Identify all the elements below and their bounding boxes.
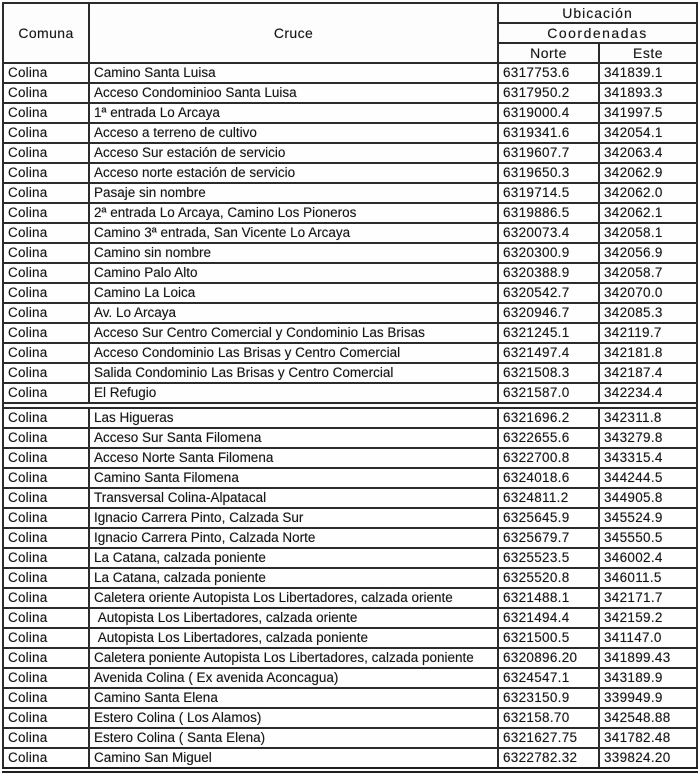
cell-comuna: Colina: [3, 243, 89, 263]
cell-comuna: Colina: [3, 183, 89, 203]
cell-norte: 6319714.5: [498, 183, 599, 203]
cell-comuna: Colina: [3, 748, 89, 770]
cell-este: 342181.8: [599, 343, 697, 363]
cell-comuna: Colina: [3, 528, 89, 548]
cell-norte: 6321488.1: [498, 588, 599, 608]
header-coordenadas: Coordenadas: [498, 23, 697, 43]
cell-cruce: Camino San Miguel: [89, 748, 498, 770]
cell-este: 341893.3: [599, 83, 697, 103]
cell-este: 342119.7: [599, 323, 697, 343]
cell-norte: 6320073.4: [498, 223, 599, 243]
cell-norte: 6319886.5: [498, 203, 599, 223]
cell-este: 342062.9: [599, 163, 697, 183]
table-row: [3, 508, 697, 528]
cell-norte: 6321627.75: [498, 728, 599, 748]
cell-norte: 6321696.2: [498, 408, 599, 428]
cell-norte: 6319000.4: [498, 103, 599, 123]
cell-este: 339824.20: [599, 748, 697, 770]
cell-norte: 6320300.9: [498, 243, 599, 263]
header-este: Este: [599, 43, 697, 63]
table-row: [3, 83, 697, 103]
table-row: [3, 103, 697, 123]
cell-norte: 6319607.7: [498, 143, 599, 163]
cell-comuna: Colina: [3, 323, 89, 343]
table-row: [3, 628, 697, 648]
cell-cruce: Pasaje sin nombre: [89, 183, 498, 203]
cell-cruce: Salida Condominio Las Brisas y Centro Comercial: [89, 363, 498, 383]
cell-este: 342311.8: [599, 408, 697, 428]
cell-comuna: Colina: [3, 303, 89, 323]
cell-comuna: Colina: [3, 708, 89, 728]
cell-comuna: Colina: [3, 263, 89, 283]
cell-comuna: Colina: [3, 343, 89, 363]
cell-comuna: Colina: [3, 123, 89, 143]
table-row: [3, 243, 697, 263]
cell-este: 344244.5: [599, 468, 697, 488]
table-body: [3, 63, 697, 770]
cell-norte: 6324547.1: [498, 668, 599, 688]
cell-norte: 6322782.32: [498, 748, 599, 770]
cell-cruce: Camino Santa Luisa: [89, 63, 498, 83]
cell-este: 342062.0: [599, 183, 697, 203]
cell-comuna: Colina: [3, 143, 89, 163]
table-row: [3, 608, 697, 628]
cell-este: 342063.4: [599, 143, 697, 163]
cell-este: 342159.2: [599, 608, 697, 628]
header-comuna: Comuna: [3, 3, 89, 63]
table-row: [3, 263, 697, 283]
cell-cruce: Caletera oriente Autopista Los Libertadores, calzada oriente: [89, 588, 498, 608]
cell-norte: 632158.70: [498, 708, 599, 728]
cell-este: 342070.0: [599, 283, 697, 303]
cell-norte: 6320388.9: [498, 263, 599, 283]
cell-este: 342054.1: [599, 123, 697, 143]
table-row: [3, 163, 697, 183]
cell-comuna: Colina: [3, 508, 89, 528]
cell-comuna: Colina: [3, 283, 89, 303]
cell-norte: 6322655.6: [498, 428, 599, 448]
cell-cruce: Camino Santa Filomena: [89, 468, 498, 488]
table-row: [3, 303, 697, 323]
coordinates-table: [2, 2, 698, 773]
cell-cruce: Acceso Condominio Las Brisas y Centro Comercial: [89, 343, 498, 363]
cell-comuna: Colina: [3, 428, 89, 448]
cell-este: 342234.4: [599, 383, 697, 403]
cell-norte: 6321494.4: [498, 608, 599, 628]
cell-norte: 6323150.9: [498, 688, 599, 708]
cell-comuna: Colina: [3, 628, 89, 648]
cell-comuna: Colina: [3, 408, 89, 428]
cell-cruce: Camino 3ª entrada, San Vicente Lo Arcaya: [89, 223, 498, 243]
table-row: [3, 488, 697, 508]
table-row: [3, 568, 697, 588]
cell-norte: 6319650.3: [498, 163, 599, 183]
cell-cruce: 2ª entrada Lo Arcaya, Camino Los Pioneros: [89, 203, 498, 223]
table-row: [3, 648, 697, 668]
table-row: [3, 343, 697, 363]
cell-cruce: Acceso a terreno de cultivo: [89, 123, 498, 143]
table-row: [3, 323, 697, 343]
cell-comuna: Colina: [3, 608, 89, 628]
table-row: [3, 223, 697, 243]
cell-norte: 6321508.3: [498, 363, 599, 383]
table-row: [3, 548, 697, 568]
table-row: [3, 688, 697, 708]
table-row: [3, 448, 697, 468]
table-row: [3, 123, 697, 143]
cell-este: 341782.48: [599, 728, 697, 748]
cell-este: 345550.5: [599, 528, 697, 548]
cell-cruce: 1ª entrada Lo Arcaya: [89, 103, 498, 123]
cell-este: 346011.5: [599, 568, 697, 588]
cell-este: 345524.9: [599, 508, 697, 528]
cell-cruce: Transversal Colina-Alpatacal: [89, 488, 498, 508]
cell-este: 342085.3: [599, 303, 697, 323]
cell-norte: 6325523.5: [498, 548, 599, 568]
cell-este: 341839.1: [599, 63, 697, 83]
cell-cruce: Acceso Sur Santa Filomena: [89, 428, 498, 448]
cell-norte: 6324811.2: [498, 488, 599, 508]
cell-cruce: El Refugio: [89, 383, 498, 403]
cell-norte: 6320542.7: [498, 283, 599, 303]
cell-comuna: Colina: [3, 223, 89, 243]
cell-cruce: Autopista Los Libertadores, calzada oriente: [89, 608, 498, 628]
table-row: [3, 63, 697, 83]
cell-este: 343189.9: [599, 668, 697, 688]
header-ubicacion: Ubicación: [498, 3, 697, 23]
cell-comuna: Colina: [3, 728, 89, 748]
table-row: [3, 528, 697, 548]
cell-cruce: Estero Colina ( Santa Elena): [89, 728, 498, 748]
table-row: [3, 408, 697, 428]
cell-norte: 6320896.20: [498, 648, 599, 668]
header-row-ubicacion: [3, 3, 697, 23]
cell-comuna: Colina: [3, 488, 89, 508]
table-row: [3, 143, 697, 163]
cell-comuna: Colina: [3, 383, 89, 403]
cell-cruce: Camino sin nombre: [89, 243, 498, 263]
cell-norte: 6324018.6: [498, 468, 599, 488]
cell-este: 346002.4: [599, 548, 697, 568]
table-row: [3, 668, 697, 688]
cell-norte: 6325520.8: [498, 568, 599, 588]
cell-comuna: Colina: [3, 448, 89, 468]
cell-norte: 6317753.6: [498, 63, 599, 83]
cell-este: 341997.5: [599, 103, 697, 123]
cell-cruce: Acceso Sur estación de servicio: [89, 143, 498, 163]
cell-cruce: Acceso Norte Santa Filomena: [89, 448, 498, 468]
cell-norte: 6321587.0: [498, 383, 599, 403]
cell-este: 342171.7: [599, 588, 697, 608]
cell-este: 342062.1: [599, 203, 697, 223]
table-row: [3, 468, 697, 488]
cell-este: 339949.9: [599, 688, 697, 708]
table-row: [3, 428, 697, 448]
cell-comuna: Colina: [3, 83, 89, 103]
cell-comuna: Colina: [3, 568, 89, 588]
cell-norte: 6322700.8: [498, 448, 599, 468]
cell-cruce: Acceso Sur Centro Comercial y Condominio Las Brisas: [89, 323, 498, 343]
cell-comuna: Colina: [3, 668, 89, 688]
cell-comuna: Colina: [3, 688, 89, 708]
cell-cruce: Acceso norte estación de servicio: [89, 163, 498, 183]
cell-norte: 6325679.7: [498, 528, 599, 548]
table-row: [3, 588, 697, 608]
cell-comuna: Colina: [3, 363, 89, 383]
cell-comuna: Colina: [3, 648, 89, 668]
cell-norte: 6325645.9: [498, 508, 599, 528]
cell-cruce: Las Higueras: [89, 408, 498, 428]
table-row: [3, 383, 697, 403]
table-row: [3, 708, 697, 728]
cell-norte: 6317950.2: [498, 83, 599, 103]
cell-comuna: Colina: [3, 103, 89, 123]
cell-cruce: Camino Palo Alto: [89, 263, 498, 283]
cell-este: 342187.4: [599, 363, 697, 383]
cell-cruce: Estero Colina ( Los Alamos): [89, 708, 498, 728]
cell-norte: 6321497.4: [498, 343, 599, 363]
cell-cruce: La Catana, calzada poniente: [89, 568, 498, 588]
cell-norte: 6321245.1: [498, 323, 599, 343]
table-header: [3, 3, 697, 63]
cell-cruce: Camino Santa Elena: [89, 688, 498, 708]
table-row: [3, 748, 697, 770]
cell-este: 342056.9: [599, 243, 697, 263]
cell-este: 344905.8: [599, 488, 697, 508]
table-row: [3, 283, 697, 303]
cell-norte: 6319341.6: [498, 123, 599, 143]
cell-cruce: Autopista Los Libertadores, calzada poniente: [89, 628, 498, 648]
cell-cruce: Ignacio Carrera Pinto, Calzada Norte: [89, 528, 498, 548]
cell-norte: 6321500.5: [498, 628, 599, 648]
cell-cruce: Avenida Colina ( Ex avenida Aconcagua): [89, 668, 498, 688]
header-cruce: Cruce: [89, 3, 498, 63]
cell-este: 341899.43: [599, 648, 697, 668]
header-norte: Norte: [498, 43, 599, 63]
cell-cruce: Av. Lo Arcaya: [89, 303, 498, 323]
table-row: [3, 363, 697, 383]
table-row: [3, 183, 697, 203]
cell-cruce: Camino La Loica: [89, 283, 498, 303]
cell-cruce: Acceso Condominioo Santa Luisa: [89, 83, 498, 103]
cell-comuna: Colina: [3, 63, 89, 83]
cell-este: 343279.8: [599, 428, 697, 448]
cell-este: 342058.7: [599, 263, 697, 283]
table-row: [3, 203, 697, 223]
cell-comuna: Colina: [3, 588, 89, 608]
table-row: [3, 728, 697, 748]
cell-comuna: Colina: [3, 468, 89, 488]
cell-este: 341147.0: [599, 628, 697, 648]
cell-cruce: Caletera poniente Autopista Los Libertadores, calzada poniente: [89, 648, 498, 668]
cell-comuna: Colina: [3, 548, 89, 568]
cell-cruce: Ignacio Carrera Pinto, Calzada Sur: [89, 508, 498, 528]
cell-este: 342058.1: [599, 223, 697, 243]
cell-cruce: La Catana, calzada poniente: [89, 548, 498, 568]
cell-comuna: Colina: [3, 163, 89, 183]
cell-este: 343315.4: [599, 448, 697, 468]
cell-comuna: Colina: [3, 203, 89, 223]
cell-este: 342548.88: [599, 708, 697, 728]
cell-norte: 6320946.7: [498, 303, 599, 323]
